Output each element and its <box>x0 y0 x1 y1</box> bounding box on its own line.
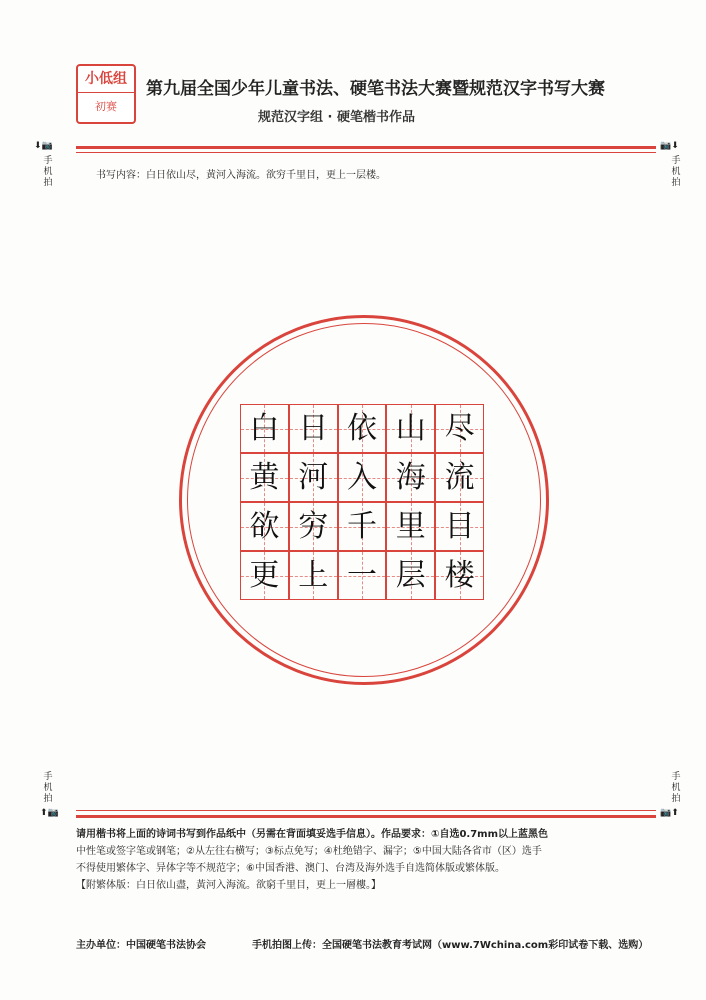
grid-character: 上 <box>298 558 329 593</box>
grid-character: 层 <box>395 558 426 593</box>
grid-cell <box>289 502 338 551</box>
grid-cell <box>435 551 484 600</box>
grid-character: 一 <box>346 558 377 593</box>
grid-cell <box>289 551 338 600</box>
grid-character: 流 <box>444 460 475 495</box>
grid-character: 欲 <box>249 509 280 544</box>
side-label-top-right: 手机拍 <box>671 156 681 188</box>
camera-marker-bottom-left-icon: ⬆📷 <box>40 808 59 818</box>
grid-character: 穷 <box>298 509 329 544</box>
top-red-rule-thin <box>76 152 656 153</box>
grid-cell <box>240 404 289 453</box>
grid-character: 依 <box>346 411 377 446</box>
grid-character: 更 <box>249 558 280 593</box>
grid-character: 楼 <box>444 558 475 593</box>
grid-cell <box>435 502 484 551</box>
grid-character: 目 <box>444 509 475 544</box>
badge-group-label: 小低组 <box>78 66 134 93</box>
writing-grid <box>240 404 484 600</box>
grid-cell <box>338 404 387 453</box>
grid-cell <box>386 502 435 551</box>
instructions <box>76 826 666 894</box>
instructions-line-1: 请用楷书将上面的诗词书写到作品纸中（另需在背面填妥选手信息）。作品要求：①自选0.7mm以上蓝黑色 <box>76 829 549 840</box>
organizer-note: 主办单位：中国硬笔书法协会 <box>76 940 206 951</box>
grid-cell <box>338 551 387 600</box>
grid-character: 山 <box>395 411 426 446</box>
bottom-red-rule-thin <box>76 810 656 811</box>
writing-content: 书写内容：白日依山尽，黄河入海流。欲穷千里目，更上一层楼。 <box>96 170 386 181</box>
grid-cell <box>435 404 484 453</box>
camera-marker-top-left-icon: ⬇📷 <box>34 141 53 151</box>
grid-cell <box>386 551 435 600</box>
badge-round-label: 初赛 <box>95 100 117 113</box>
grid-character: 里 <box>395 509 426 544</box>
grid-character: 尽 <box>444 411 475 446</box>
side-label-bottom-left: 手机拍 <box>43 772 53 804</box>
grid-cell <box>338 502 387 551</box>
bottom-red-rule <box>76 815 656 818</box>
grid-cell <box>338 453 387 502</box>
camera-marker-bottom-right-icon: 📷⬆ <box>660 808 679 818</box>
side-label-top-left: 手机拍 <box>43 156 53 188</box>
grid-cell <box>240 502 289 551</box>
grid-cell <box>240 453 289 502</box>
grid-character: 白 <box>249 411 280 446</box>
upload-note: 手机拍图上传：全国硬笔书法教育考试网（www.7Wchina.com彩印试卷下载、选购） <box>252 940 649 951</box>
instructions-line-2: 中性笔或签字笔或钢笔；②从左往右横写；③标点免写；④杜绝错字、漏字；⑤中国大陆各省市（区）选手 <box>76 846 542 857</box>
grid-character: 河 <box>298 460 329 495</box>
grid-cell <box>289 453 338 502</box>
page-subtitle: 规范汉字组 · 硬笔楷书作品 <box>258 110 415 125</box>
camera-marker-top-right-icon: 📷⬇ <box>660 141 679 151</box>
grid-character: 黄 <box>249 460 280 495</box>
grid-character: 入 <box>346 460 377 495</box>
top-red-rule <box>76 146 656 149</box>
side-label-bottom-right: 手机拍 <box>671 772 681 804</box>
grid-cell <box>289 404 338 453</box>
grid-character: 千 <box>346 509 377 544</box>
grid-character: 日 <box>298 411 329 446</box>
grid-cell <box>386 404 435 453</box>
grid-cell <box>386 453 435 502</box>
instructions-line-3: 不得使用繁体字、异体字等不规范字；⑥中国香港、澳门、台湾及海外选手自选简体版或繁体版。 <box>76 863 505 874</box>
group-badge <box>76 64 136 124</box>
page-title: 第九届全国少年儿童书法、硬笔书法大赛暨规范汉字书写大赛 <box>146 79 605 99</box>
instructions-line-4: 【附繁体版：白日依山盡，黃河入海流。欲窮千里目，更上一層樓。】 <box>76 880 381 891</box>
grid-cell <box>435 453 484 502</box>
grid-character: 海 <box>395 460 426 495</box>
grid-cell <box>240 551 289 600</box>
